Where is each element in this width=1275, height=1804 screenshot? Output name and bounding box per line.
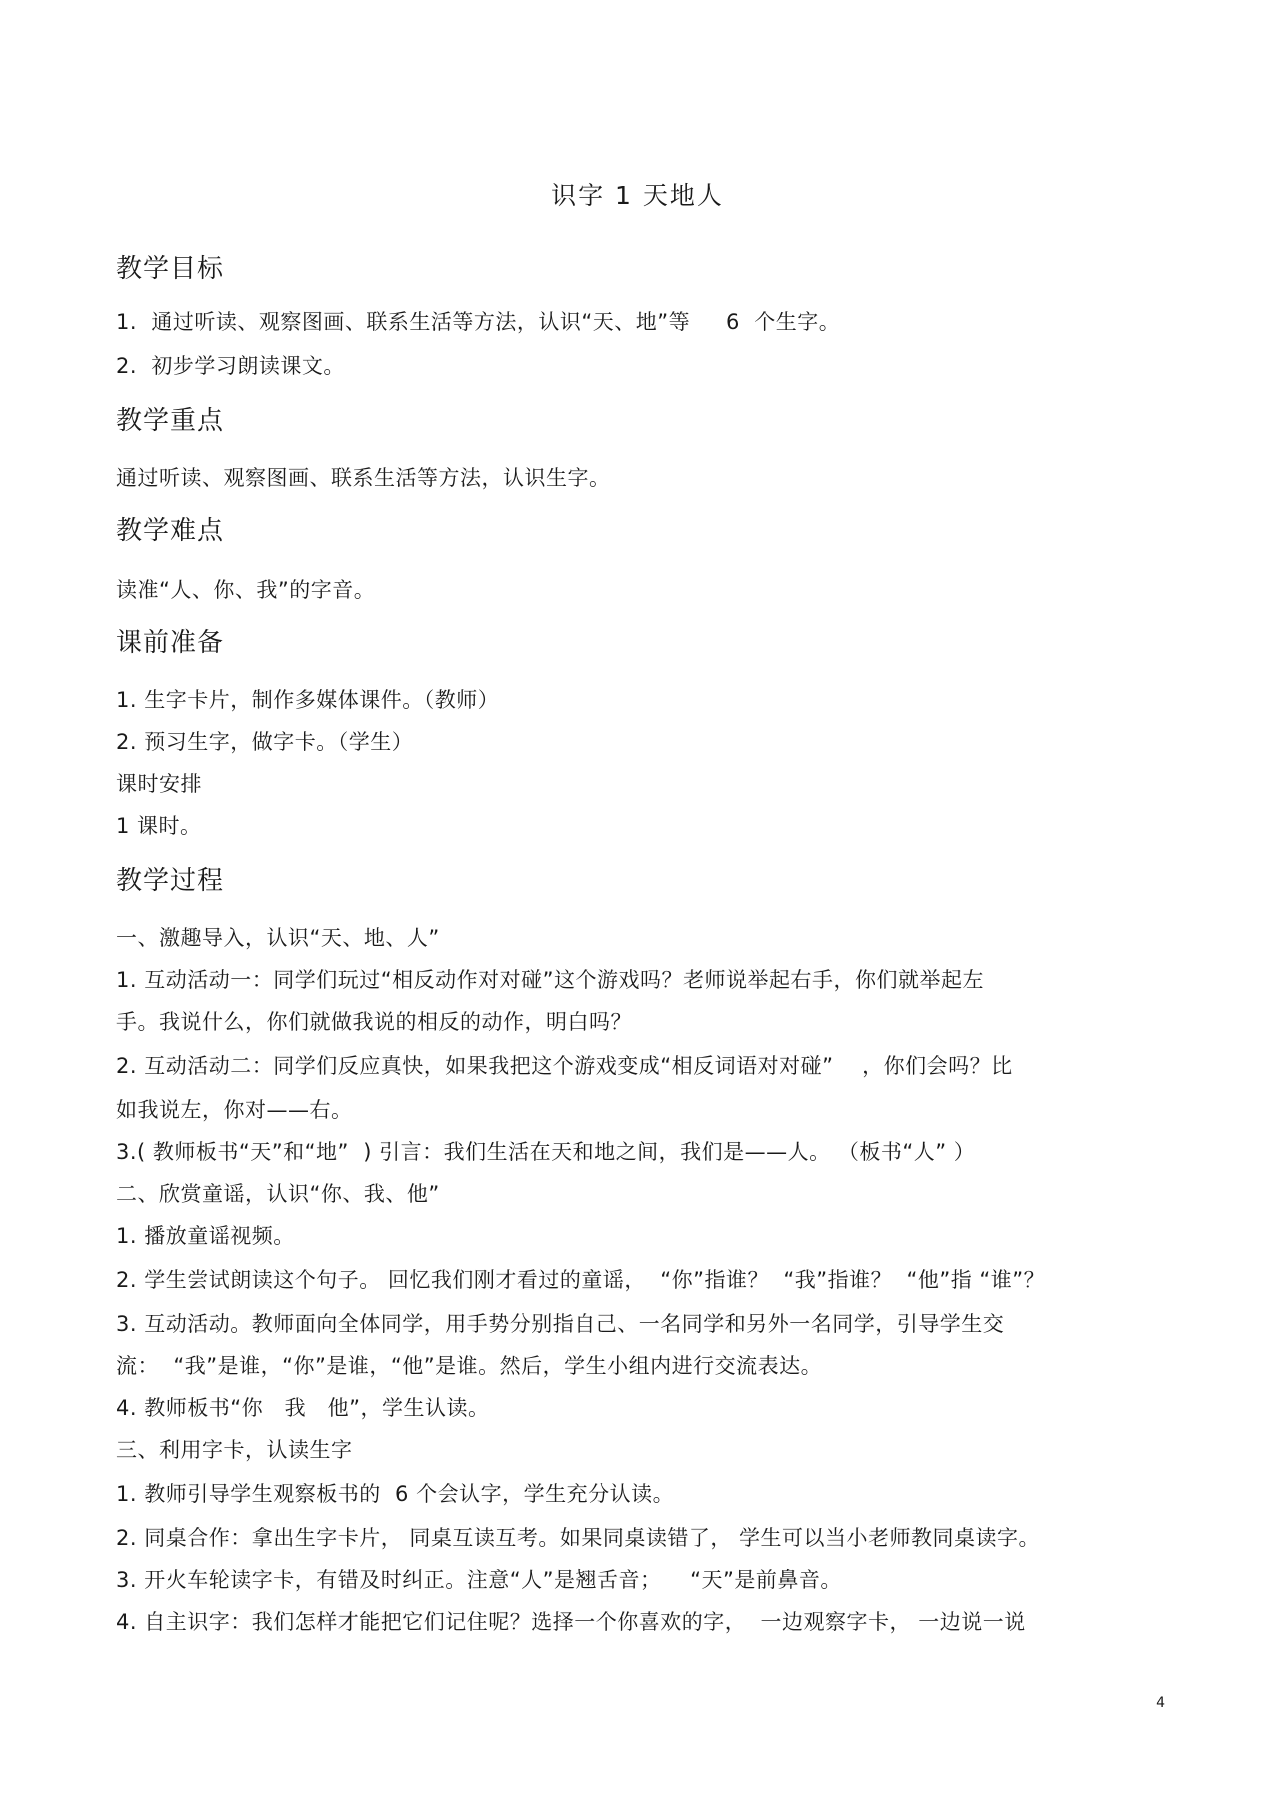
process-line: 3.( 教师板书“天”和“地” ) 引言：我们生活在天和地之间，我们是——人。 （板书“人” ） [116, 1140, 976, 1164]
schedule-label: 课时安排 [116, 772, 202, 796]
difficulties-text: 读准“人、你、我”的字音。 [116, 578, 376, 602]
preparation-item-2: 2. 预习生字，做字卡。（学生） [116, 730, 414, 754]
heading-preparation: 课前准备 [116, 628, 225, 658]
process-line: 1. 互动活动一：同学们玩过“相反动作对对碰”这个游戏吗？老师说举起右手，你们就举起左 [116, 968, 984, 992]
process-line: 4. 自主识字：我们怎样才能把它们记住呢？选择一个你喜欢的字， 一边观察字卡， 一边说一说 [116, 1610, 1026, 1634]
process-line: 二、欣赏童谣，认识“你、我、他” [116, 1182, 440, 1206]
page-number: 4 [1156, 1695, 1165, 1711]
process-line: 4. 教师板书“你 我 他”，学生认读。 [116, 1396, 490, 1420]
schedule-value: 1 课时。 [116, 814, 202, 838]
process-line: 1. 教师引导学生观察板书的 6 个会认字，学生充分认读。 [116, 1482, 675, 1506]
heading-difficulties: 教学难点 [116, 516, 225, 546]
document-title: 识字 1 天地人 [551, 181, 724, 210]
process-line: 如我说左，你对——右。 [116, 1098, 353, 1122]
process-line: 三、利用字卡，认读生字 [116, 1438, 353, 1462]
process-line: 3. 互动活动。教师面向全体同学，用手势分别指自己、一名同学和另外一名同学，引导学生交 [116, 1312, 1005, 1336]
key-points-text: 通过听读、观察图画、联系生活等方法，认识生字。 [116, 466, 611, 490]
heading-goals: 教学目标 [116, 254, 225, 284]
process-line: 手。我说什么，你们就做我说的相反的动作，明白吗？ [116, 1010, 632, 1034]
process-line: 3. 开火车轮读字卡，有错及时纠正。注意“人”是翘舌音； “天”是前鼻音。 [116, 1568, 842, 1592]
preparation-item-1: 1. 生字卡片，制作多媒体课件。（教师） [116, 688, 500, 712]
goal-item-2: 2. 初步学习朗读课文。 [116, 354, 345, 378]
process-line: 2. 学生尝试朗读这个句子。 回忆我们刚才看过的童谣， “你”指谁？ “我”指谁？ “他”指 “谁”？ [116, 1268, 1046, 1292]
heading-process: 教学过程 [116, 866, 225, 896]
process-line: 2. 同桌合作：拿出生字卡片， 同桌互读互考。如果同桌读错了， 学生可以当小老师教同桌读字。 [116, 1526, 1041, 1550]
process-line: 流： “我”是谁，“你”是谁，“他”是谁。然后，学生小组内进行交流表达。 [116, 1354, 823, 1378]
heading-key-points: 教学重点 [116, 406, 225, 436]
process-line: 一、激趣导入，认识“天、地、人” [116, 926, 440, 950]
process-line: 2. 互动活动二：同学们反应真快，如果我把这个游戏变成“相反词语对对碰” ，你们会吗？比 [116, 1054, 1013, 1078]
process-line: 1. 播放童谣视频。 [116, 1224, 295, 1248]
goal-item-1: 1. 通过听读、观察图画、联系生活等方法，认识“天、地”等 6 个生字。 [116, 310, 841, 334]
